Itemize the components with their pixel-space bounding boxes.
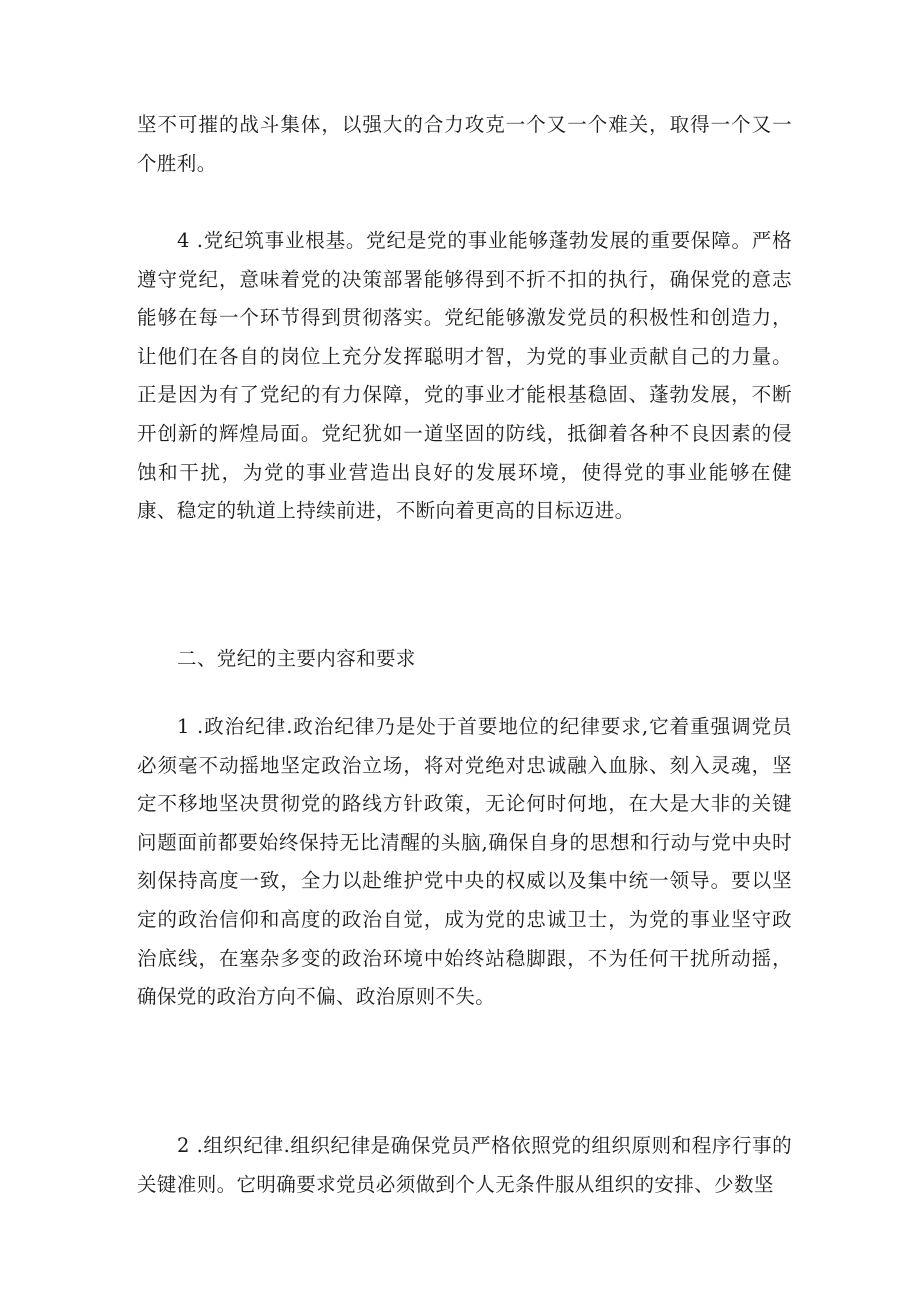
paragraph-item-1: 1 .政治纪律.政治纪律乃是处于首要地位的纪律要求,它着重强调党员必须毫不动摇地坚定政治立场，将对党绝对忠诚融入血脉、刻入灵魂，坚定不移地坚决贯彻党的路线方针政策，无论何时何地，在大是大非的关键问题面前都要始终保持无比清醒的头脑,确保自身的思想和行动与党中央时刻保持高度一致，全力以赴维护党中央的权威以及集中统一领导。要以坚定的政治信仰和高度的政治自觉，成为党的忠诚卫士，为党的事业坚守政治底线，在塞杂多变的政治环境中始终站稳脚跟，不为任何干扰所动摇，确保党的政治方向不偏、政治原则不失。 — [137, 715, 792, 1009]
paragraph-continuation: 坚不可摧的战斗集体，以强大的合力攻克一个又一个难关，取得一个又一个胜利。 — [137, 113, 792, 175]
paragraph-item-2: 2 .组织纪律.组织纪律是确保党员严格依照党的组织原则和程序行事的关键准则。它明确要求党员必须做到个人无条件服从组织的安排、少数坚 — [137, 1134, 792, 1196]
paragraph-item-4: 4 .党纪筑事业根基。党纪是党的事业能够蓬勃发展的重要保障。严格遵守党纪，意味着党的决策部署能够得到不折不扣的执行，确保党的意志能够在每一个环节得到贯彻落实。党纪能够激发党员的积极性和创造力，让他们在各自的岗位上充分发挥聪明才智，为党的事业贡献自己的力量。正是因为有了党纪的有力保障，党的事业才能根基稳固、蓬勃发展，不断开创新的辉煌局面。党纪犹如一道坚固的防线，抵御着各种不良因素的侵蚀和干扰，为党的事业营造出良好的发展环境，使得党的事业能够在健康、稳定的轨道上持续前进，不断向着更高的目标迈进。 — [137, 229, 792, 523]
section-heading: 二、党纪的主要内容和要求 — [177, 647, 416, 670]
